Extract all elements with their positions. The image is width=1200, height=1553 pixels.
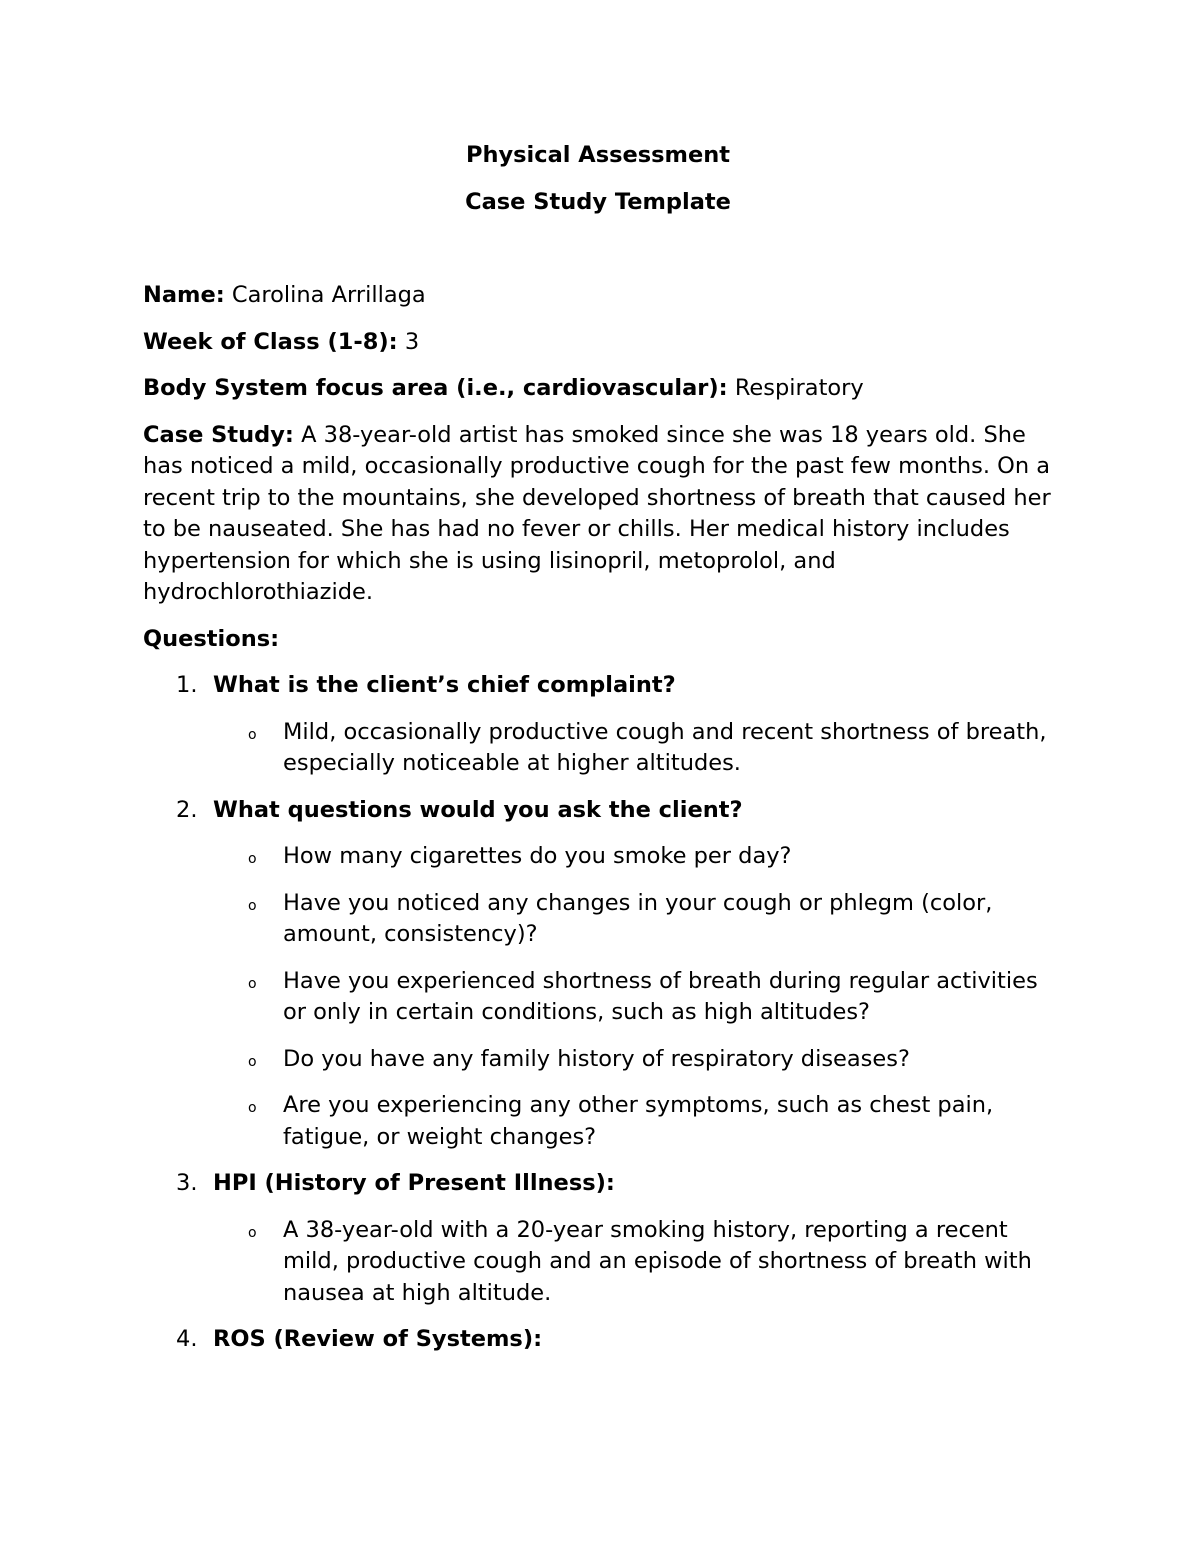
question-item: [143, 795, 1053, 827]
answer-text: Are you experiencing any other symptoms, such as chest pain, fatigue, or weight changes?: [283, 1092, 994, 1150]
answer-bullet: [143, 1044, 1053, 1076]
answer-text: Have you experienced shortness of breath during regular activities or only in certain conditions, such as high altitudes?: [283, 967, 1038, 1025]
answer-bullet: [143, 717, 1053, 780]
answer-bullet: [143, 888, 1053, 951]
document-subtitle: Case Study Template: [465, 188, 731, 215]
week-value: 3: [404, 328, 420, 355]
answer-text: How many cigarettes do you smoke per day?: [283, 843, 792, 869]
system-field: [143, 373, 1053, 405]
answer-bullet: [143, 1215, 1053, 1310]
name-field: [143, 280, 1053, 312]
name-label: Name:: [143, 282, 225, 308]
question-text: HPI (History of Present Illness):: [213, 1170, 615, 1196]
system-label: Body System focus area (i.e., cardiovascular):: [143, 375, 728, 401]
answer-text: Mild, occasionally productive cough and recent shortness of breath, especially noticeable at higher altitudes.: [283, 718, 1047, 776]
questions-heading: Questions:: [143, 625, 280, 652]
system-value: Respiratory: [734, 375, 864, 401]
case-study-label: Case Study:: [143, 421, 294, 448]
bullet-icon: o: [248, 975, 257, 992]
question-item: [143, 1324, 1053, 1356]
case-study-text: A 38-year-old artist has smoked since she was 18 years old. She has noticed a mild, occasionally productive cough for the past few months. On a recent trip to the mountains, she developed shortness of breath that caused her to be nauseated. She has had no fever or chills. Her medical history includes hypertension for which she is using lisinopril, metoprolol, and hydrochlorothiazide.: [143, 421, 1051, 605]
bullet-icon: o: [248, 897, 257, 914]
document-page: [143, 140, 1053, 1371]
question-text: ROS (Review of Systems):: [213, 1326, 543, 1352]
question-text: What questions would you ask the client?: [213, 796, 743, 823]
answer-text: Do you have any family history of respiratory diseases?: [283, 1045, 910, 1072]
question-number: 3.: [176, 1170, 198, 1196]
bullet-icon: o: [248, 1224, 257, 1241]
week-field: [143, 327, 1053, 359]
answer-text: Have you noticed any changes in your cough or phlegm (color, amount, consistency)?: [283, 889, 993, 947]
question-number: 4.: [176, 1326, 198, 1352]
question-text: What is the client’s chief complaint?: [213, 672, 676, 698]
answer-bullet: [143, 1090, 1053, 1153]
name-value: Carolina Arrillaga: [231, 282, 426, 308]
question-number: 2.: [176, 796, 198, 823]
answer-bullet: [143, 841, 1053, 873]
document-title: Physical Assessment: [465, 142, 731, 168]
answer-text: A 38-year-old with a 20-year smoking history, reporting a recent mild, productive cough and an episode of shortness of breath with nausea at high altitude.: [283, 1216, 1032, 1306]
week-label: Week of Class (1-8):: [143, 328, 398, 355]
question-number: 1.: [176, 672, 198, 698]
bullet-icon: o: [248, 1053, 257, 1070]
bullet-icon: o: [248, 726, 257, 743]
answer-bullet: [143, 966, 1053, 1029]
question-item: [143, 670, 1053, 702]
case-study: [143, 420, 1053, 609]
bullet-icon: o: [248, 1100, 257, 1116]
question-item: [143, 1168, 1053, 1200]
bullet-icon: o: [248, 851, 257, 867]
